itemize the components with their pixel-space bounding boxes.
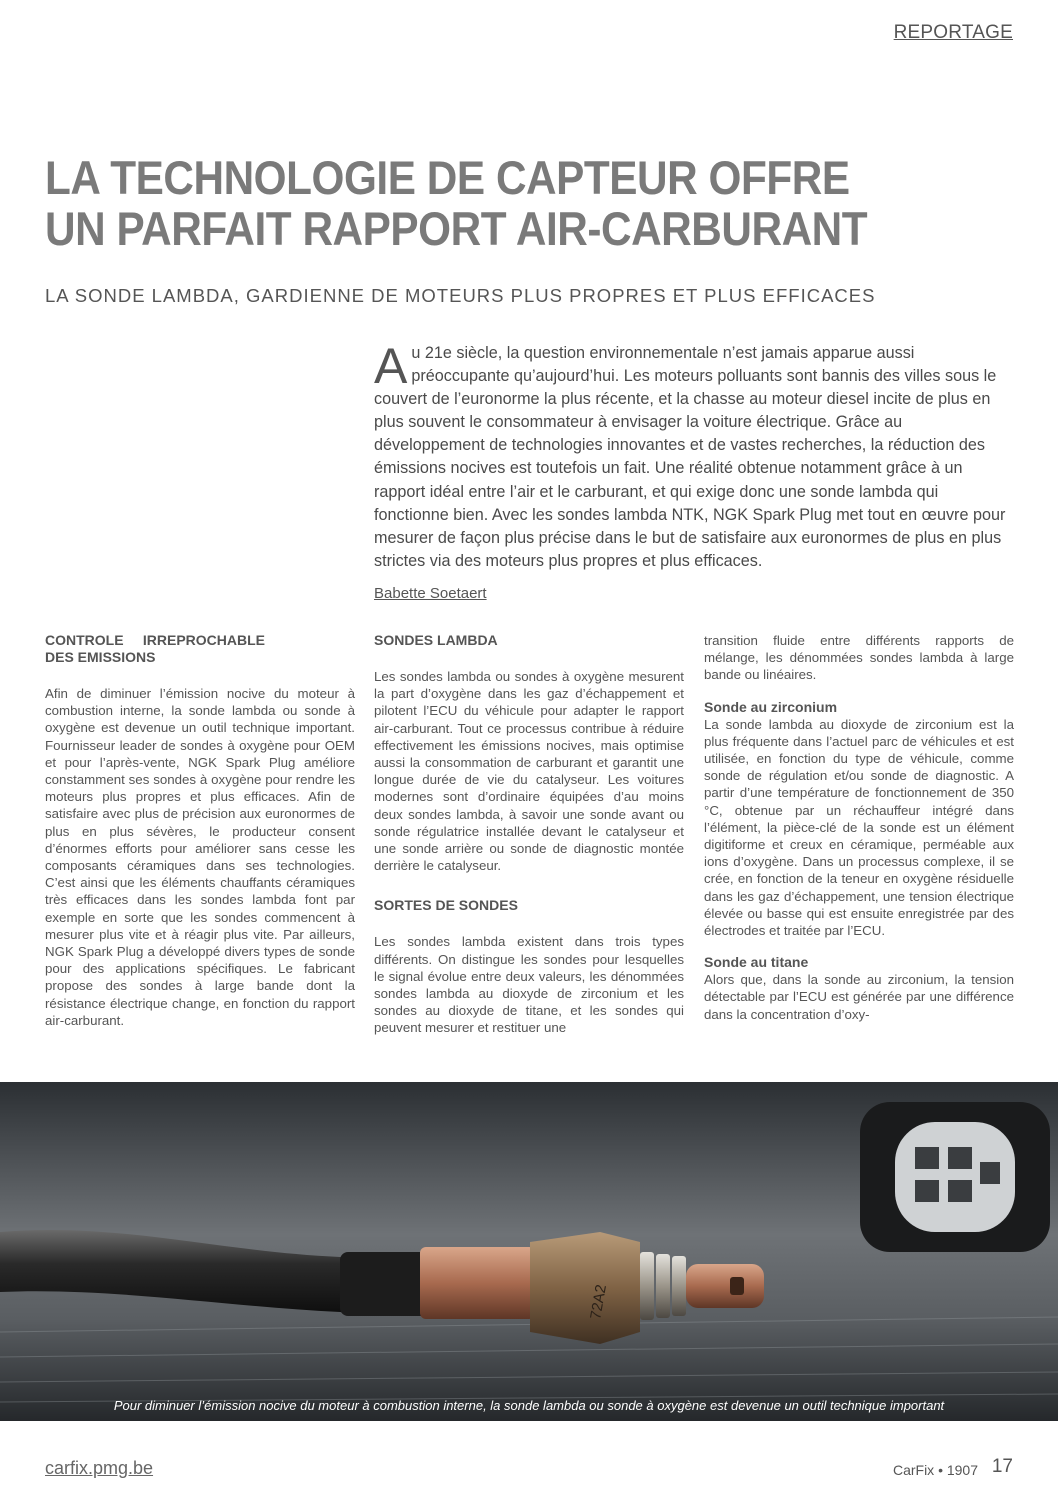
rubber-boot bbox=[340, 1252, 430, 1316]
headline-line-2: UN PARFAIT RAPPORT AIR-CARBURANT bbox=[45, 202, 868, 255]
page-number: 17 bbox=[991, 1456, 1013, 1477]
column-3 bbox=[704, 632, 1014, 1023]
section-text-sondes-lambda: Les sondes lambda ou sondes à oxygène mesurent la part d’oxygène dans les gaz d’échappement et pilotent l’ECU du véhicule pour adapter le rapport air-carburant. Tout ce processus contribue à réduire effectivement les émissions nocives, mais optimise aussi la consommation de carburant et garantit une longue durée de vie du catalyseur. Les voitures modernes sont d’ordinaire équipées d’au moins deux sondes lambda, à savoir une sonde avant ou sonde régulatrice installée devant le catalyseur et une sonde arrière ou sonde de diagnostic montée derrière le catalyseur. bbox=[374, 669, 684, 874]
column-2 bbox=[374, 632, 684, 1037]
sensor-marking: 72A2 bbox=[587, 1283, 611, 1321]
drop-cap: A bbox=[374, 338, 408, 394]
headline-line-1: LA TECHNOLOGIE DE CAPTEUR OFFRE bbox=[45, 151, 850, 204]
intro-paragraph bbox=[374, 338, 1006, 573]
section-heading-sortes-de-sondes: SORTES DE SONDES bbox=[374, 897, 518, 914]
tip-slot bbox=[730, 1277, 744, 1295]
subheadline: LA SONDE LAMBDA, GARDIENNE DE MOTEURS PLUS PROPRES ET PLUS EFFICACES bbox=[45, 285, 876, 306]
sensor-illustration bbox=[0, 1082, 1058, 1421]
sensor-photo bbox=[0, 1082, 1058, 1421]
headline bbox=[45, 152, 909, 254]
text-sonde-zirconium: La sonde lambda au dioxyde de zirconium est la plus fréquente dans l’actuel parc de véhicules et est utilisée, en fonction du type de véhicule, comme sonde de régulation et/ou sonde de diagnostic. A partir d’une température de fonctionnement de 350 °C, obtenue par un réchauffeur intégré dans l’élément, la pièce-clé de la sonde est un élément digitiforme et creux en céramique, perméable aux ions d’oxygène. Dans un processus complexe, il se crée, en fonction de la teneur en oxygène résiduelle dans les gaz d’échappement, une tension électrique élevée ou basse qui est ensuite enregistrée par des électrodes et traitée par l’ECU. bbox=[704, 716, 1014, 939]
section-heading-sondes-lambda: SONDES LAMBDA bbox=[374, 632, 498, 648]
intro-text: u 21e siècle, la question environnementale n’est jamais apparue aussi préoccupante qu’aujourd’hui. Les moteurs polluants sont bannis des villes sous le couvert de l’euronorme la plus récente, et la chasse au moteur diesel incite de plus en plus souvent le consommateur à envisager la voiture électrique. Grâce au développement de technologies innovantes et de vastes recherches, la réduction des émissions nocives est toutefois un fait. Une réalité obtenue notamment grâce à un rapport idéal entre l’air et le carburant, et qui exige donc une sonde lambda qui fonctionne bien. Avec les sondes lambda NTK, NGK Spark Plug met tout en œuvre pour mesurer de façon plus précise dans le but de satisfaire aux euronormes de plus en plus strictes via des moteurs plus propres et plus efficaces. bbox=[374, 344, 1006, 570]
column-3-continuation: transition fluide entre différents rapports de mélange, les dénommées sondes lambda à large bande ou linéaires. bbox=[704, 633, 1014, 683]
text-sonde-titane: Alors que, dans la sonde au zirconium, la tension détectable par l’ECU est générée par une différence dans la concentration d’oxy- bbox=[704, 972, 1014, 1022]
subheading-sonde-titane: Sonde au titane bbox=[704, 954, 809, 971]
connector-plug bbox=[860, 1102, 1050, 1252]
column-1 bbox=[45, 632, 355, 1029]
section-tag: REPORTAGE bbox=[893, 22, 1013, 43]
thread bbox=[640, 1252, 686, 1320]
copper-sleeve bbox=[420, 1247, 535, 1319]
section-text-sortes-de-sondes: Les sondes lambda existent dans trois types différents. On distingue les sondes pour lesquelles le signal évolue entre deux valeurs, les dénommées sondes lambda au dioxyde de zirconium et les sondes au dioxyde de titane, et les sondes qui peuvent mesurer et restituer une bbox=[374, 934, 684, 1036]
subheading-sonde-zirconium: Sonde au zirconium bbox=[704, 698, 838, 715]
sensor-tip bbox=[686, 1264, 764, 1308]
hex-nut bbox=[530, 1232, 640, 1344]
column-1-text: Afin de diminuer l’émission nocive du moteur à combustion interne, la sonde lambda ou sonde à oxygène est devenue un outil technique important. Fournisseur leader de sondes à oxygène pour OEM et pour l’après-vente, NGK Spark Plug améliore constamment ses sondes à oxygène pour rendre les moteurs plus propres et plus efficaces. Afin de satisfaire avec plus de précision aux euronormes de plus en plus sévères, le producteur consent d’énormes efforts pour améliorer sans cesse les composants céramiques dans ses technologies. C’est ainsi que les éléments chauffants céramiques très efficaces dans les sondes lambda font par exemple en sorte que les sondes commencent à mesurer plus vite et à réagir plus vite. Par ailleurs, NGK Spark Plug a développé divers types de sonde pour des applications spécifiques. Le fabricant propose des sondes à large bande dont la résistance électrique change, en fonction du rapport air-carburant. bbox=[45, 686, 355, 1028]
column-1-heading: CONTROLE IRREPROCHABLE DES EMISSIONS bbox=[45, 632, 265, 665]
photo-caption: Pour diminuer l’émission nocive du moteur à combustion interne, la sonde lambda ou sonde à oxygène est devenue un outil technique important bbox=[113, 1398, 945, 1413]
footer-url-link[interactable]: carfix.pmg.be bbox=[45, 1458, 154, 1478]
author-byline[interactable]: Babette Soetaert bbox=[374, 585, 487, 602]
footer-magazine-issue: CarFix • 1907 bbox=[892, 1462, 978, 1478]
